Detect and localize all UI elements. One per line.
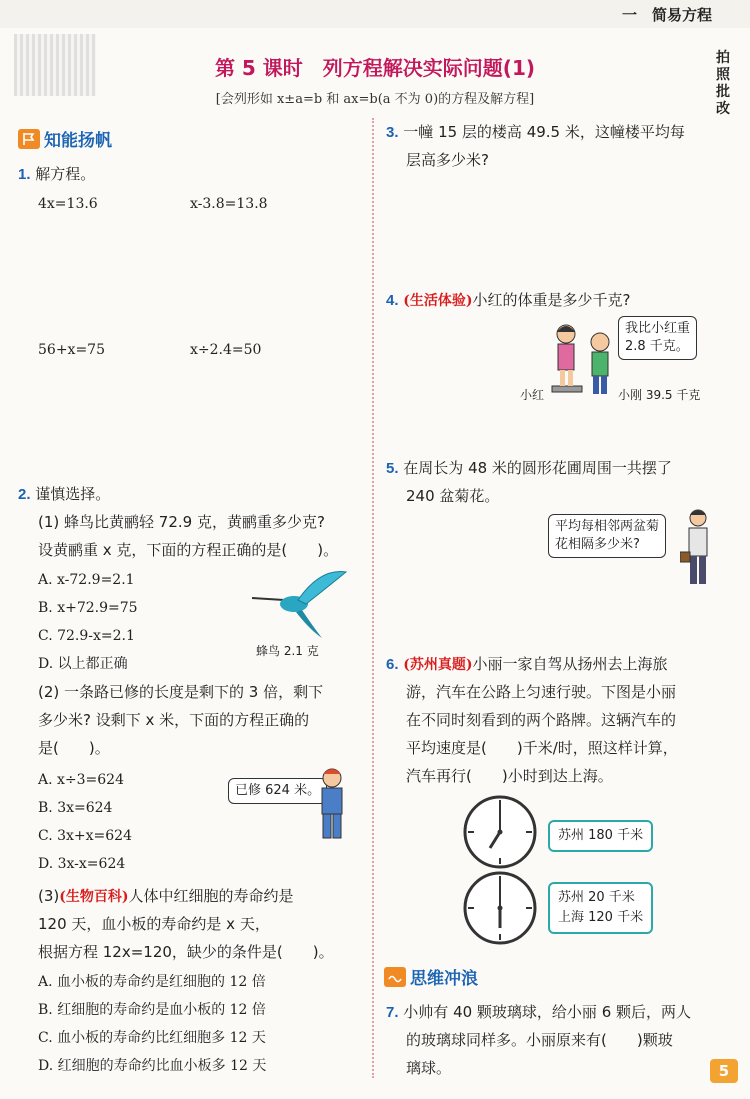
question-number: 2. <box>18 486 31 503</box>
road-sign-1: 苏州 180 千米 <box>548 820 653 852</box>
q4-text: 小红的体重是多少千克? <box>472 291 631 309</box>
bubble-line: 花相隔多少米? <box>555 537 640 552</box>
question-5 <box>386 454 672 483</box>
option-d[interactable]: D. 以上都正确 <box>38 656 128 672</box>
question-3 <box>386 118 685 147</box>
option-c[interactable]: C. 72.9-x=2.1 <box>38 628 135 644</box>
boy-speech-bubble <box>618 316 697 360</box>
bubble-line: 我比小红重 <box>625 321 691 336</box>
question-7 <box>386 998 691 1027</box>
equation: 56+x=75 <box>38 342 105 358</box>
part-label: (3) <box>38 887 60 905</box>
column-divider <box>372 118 374 1078</box>
hummingbird-illustration <box>250 568 350 640</box>
worker-illustration <box>312 766 352 842</box>
topic-tag: (生物百科) <box>59 889 129 905</box>
road-sign-2 <box>548 882 653 934</box>
option-b[interactable]: B. x+72.9=75 <box>38 600 138 616</box>
page-number: 5 <box>710 1059 738 1083</box>
flag-icon <box>18 129 40 149</box>
bird-caption: 蜂鸟 2.1 克 <box>256 644 319 658</box>
man-speech-bubble <box>548 514 666 558</box>
q3-line2: 层高多少米? <box>406 151 489 169</box>
section-title: 知能扬帆 <box>44 131 112 151</box>
children-scale-illustration <box>548 322 618 400</box>
page-subtitle: [会列形如 x±a=b 和 ax=b(a 不为 0)的方程及解方程] <box>215 92 535 107</box>
q2-part3-line2: 120 天，血小板的寿命约是 x 天， <box>38 915 270 933</box>
option-b[interactable]: B. 3x=624 <box>38 800 113 816</box>
q2-part1-line1: (1) 蜂鸟比黄鹂轻 72.9 克，黄鹂重多少克? <box>38 513 325 531</box>
q2-part2-line2: 多少米? 设剩下 x 米，下面的方程正确的 <box>38 711 310 729</box>
question-number: 7. <box>386 1004 399 1021</box>
question-number: 5. <box>386 460 399 477</box>
q2-part2-line3: 是( )。 <box>38 739 110 757</box>
bubble-line: 2.8 千克。 <box>625 339 689 354</box>
clock-icon <box>462 794 538 870</box>
question-4 <box>386 286 631 315</box>
question-prompt: 谨慎选择。 <box>35 485 111 503</box>
sign-line: 苏州 20 千米 <box>558 890 635 905</box>
label-xiaohong: 小红 <box>520 388 545 402</box>
option-d[interactable]: D. 3x-x=624 <box>38 856 126 872</box>
option-d[interactable]: D. 红细胞的寿命约比血小板多 12 天 <box>38 1058 267 1074</box>
q2-part2-line1: (2) 一条路已修的长度是剩下的 3 倍，剩下 <box>38 683 324 701</box>
question-number: 4. <box>386 292 399 309</box>
question-6 <box>386 650 668 679</box>
question-number: 1. <box>18 166 31 183</box>
q2-part3-line3: 根据方程 12x=120，缺少的条件是( )。 <box>38 943 334 961</box>
sign-line: 上海 120 千米 <box>558 910 644 925</box>
section-header-zhineng <box>18 126 112 151</box>
question-number: 3. <box>386 124 399 141</box>
equation: x÷2.4=50 <box>190 342 262 358</box>
section-title: 思维冲浪 <box>410 969 478 989</box>
option-a[interactable]: A. 血小板的寿命约是红细胞的 12 倍 <box>38 974 266 990</box>
q6-line4: 平均速度是( )千米/时，照这样计算， <box>406 739 678 757</box>
q2-part3-text: 人体中红细胞的寿命约是 <box>128 887 294 905</box>
question-number: 6. <box>386 656 399 673</box>
option-a[interactable]: A. x÷3=624 <box>38 772 124 788</box>
q6-line2: 游，汽车在公路上匀速行驶。下图是小丽 <box>406 683 677 701</box>
worker-speech-bubble: 已修 624 米。 <box>228 778 327 804</box>
page-title: 第 5 课时 列方程解决实际问题(1) <box>214 56 536 80</box>
topic-tag: (苏州真题) <box>403 657 473 673</box>
equation: x-3.8=13.8 <box>190 196 268 212</box>
photo-correct-label[interactable]: 拍照批改 <box>716 50 730 117</box>
bubble-line: 平均每相邻两盆菊 <box>555 519 660 534</box>
topic-tag: (生活体验) <box>403 293 473 309</box>
q7-line3: 璃球。 <box>406 1059 452 1077</box>
q6-line1: 小丽一家自驾从扬州去上海旅 <box>472 655 668 673</box>
answer-space[interactable] <box>38 222 358 332</box>
wave-icon <box>384 967 406 987</box>
option-c[interactable]: C. 3x+x=624 <box>38 828 132 844</box>
chapter-label: 一 简易方程 <box>621 6 712 24</box>
question-prompt: 解方程。 <box>35 165 96 183</box>
q5-line2: 240 盆菊花。 <box>406 487 500 505</box>
q2-part1-line2: 设黄鹂重 x 克，下面的方程正确的是( )。 <box>38 541 339 559</box>
label-xiaogang: 小刚 39.5 千克 <box>618 388 701 402</box>
q6-line5: 汽车再行( )小时到达上海。 <box>406 767 613 785</box>
q3-line1: 一幢 15 层的楼高 49.5 米，这幢楼平均每 <box>403 123 685 141</box>
equation: 4x=13.6 <box>38 196 98 212</box>
q2-part3-line1 <box>38 882 294 911</box>
question-1 <box>18 160 95 189</box>
man-illustration <box>680 508 716 588</box>
section-header-siwei <box>384 964 478 989</box>
option-c[interactable]: C. 血小板的寿命约比红细胞多 12 天 <box>38 1030 266 1046</box>
q5-line1: 在周长为 48 米的圆形花圃周围一共摆了 <box>403 459 672 477</box>
clock-icon <box>462 870 538 946</box>
q6-line3: 在不同时刻看到的两个路牌。这辆汽车的 <box>406 711 677 729</box>
option-b[interactable]: B. 红细胞的寿命约是血小板的 12 倍 <box>38 1002 266 1018</box>
q7-line2: 的玻璃球同样多。小丽原来有( )颗玻 <box>406 1031 673 1049</box>
question-2 <box>18 480 110 509</box>
q7-line1: 小帅有 40 颗玻璃球，给小丽 6 颗后，两人 <box>403 1003 692 1021</box>
option-a[interactable]: A. x-72.9=2.1 <box>38 572 135 588</box>
